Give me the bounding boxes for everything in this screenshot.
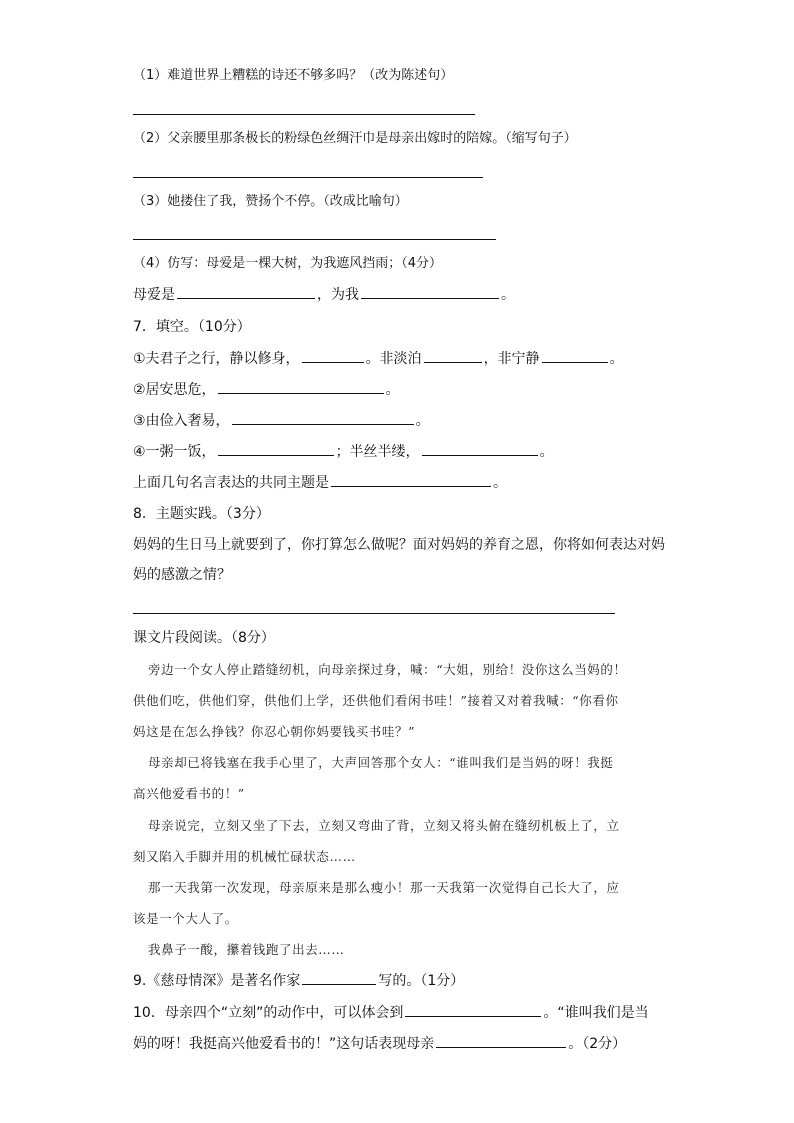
answer-blank[interactable] bbox=[424, 350, 482, 363]
answer-blank[interactable] bbox=[361, 286, 499, 299]
text: ，为我 bbox=[317, 287, 359, 303]
passage-line: 该是一个大人了。 bbox=[133, 911, 238, 926]
text: 。 bbox=[539, 444, 554, 460]
passage-line: 供他们吃，供他们穿，供他们上学，还供他们看闲书哇！”接着又对着我喊：“你看你 bbox=[133, 693, 619, 708]
q6-item-4: （4）仿写：母爱是一棵大树，为我遮风挡雨；（4分） bbox=[133, 256, 443, 271]
text: 10．母亲四个“立刻”的动作中，可以体会到 bbox=[133, 1005, 404, 1021]
text: 写的。（1分） bbox=[378, 973, 465, 989]
answer-blank[interactable] bbox=[331, 474, 491, 487]
text: ①夫君子之行，静以修身， bbox=[133, 351, 300, 367]
q7-line-1 bbox=[133, 350, 624, 368]
passage-line: 刻又陷入手脚并用的机械忙碌状态…… bbox=[133, 849, 356, 864]
passage-line: 母亲说完，立刻又坐了下去，立刻又弯曲了背，立刻又将头俯在缝纫机板上了，立 bbox=[148, 818, 620, 833]
q7-line-4 bbox=[133, 443, 554, 461]
q6-item-1: （1）难道世界上糟糕的诗还不够多吗？（改为陈述句） bbox=[133, 68, 454, 83]
text: 。非淡泊 bbox=[365, 351, 422, 367]
q10-line-1 bbox=[133, 1004, 649, 1022]
text: ，非宁静 bbox=[483, 351, 540, 367]
answer-blank[interactable] bbox=[436, 1035, 566, 1048]
answer-line[interactable] bbox=[133, 177, 483, 178]
q8-title: 8．主题实践。（3分） bbox=[133, 506, 270, 522]
q7-title: 7．填空。（10分） bbox=[133, 319, 251, 335]
answer-blank[interactable] bbox=[177, 286, 315, 299]
text: 妈的呀！我挺高兴他爱看书的！”这句话表现母亲 bbox=[133, 1036, 435, 1052]
passage-line: 那一天我第一次发现，母亲原来是那么瘦小！那一天我第一次觉得自己长大了，应 bbox=[148, 880, 620, 895]
q10-line-2 bbox=[133, 1035, 626, 1053]
reading-title: 课文片段阅读。（8分） bbox=[133, 630, 275, 646]
q8-prompt-line-1: 妈妈的生日马上就要到了，你打算怎么做呢？面对妈妈的养育之恩，你将如何表达对妈 bbox=[133, 537, 665, 553]
text: 。 bbox=[501, 287, 515, 303]
answer-blank[interactable] bbox=[302, 972, 376, 985]
text: 上面几句名言表达的共同主题是 bbox=[133, 475, 329, 491]
passage-line: 高兴他爱看书的！” bbox=[133, 786, 245, 801]
text: ；半丝半缕， bbox=[335, 444, 420, 460]
answer-blank[interactable] bbox=[542, 350, 608, 363]
text: ③由俭入奢易， bbox=[133, 413, 230, 429]
passage-line: 我鼻子一酸，攥着钱跑了出去…… bbox=[148, 942, 345, 957]
answer-blank[interactable] bbox=[422, 443, 538, 456]
q6-item-2: （2）父亲腰里那条极长的粉绿色丝绸汗巾是母亲出嫁时的陪嫁。（缩写句子） bbox=[133, 131, 577, 146]
text: 。 bbox=[493, 475, 507, 491]
q7-line-3 bbox=[133, 412, 430, 430]
answer-blank[interactable] bbox=[218, 381, 384, 394]
q7-theme-line bbox=[133, 474, 507, 492]
passage-line: 旁边一个女人停止踏缝纫机，向母亲探过身，喊：“大姐，别给！没你这么当妈的！ bbox=[148, 662, 627, 677]
answer-blank[interactable] bbox=[302, 350, 364, 363]
text: ④一粥一饭， bbox=[133, 444, 216, 460]
q7-line-2 bbox=[133, 381, 400, 399]
answer-blank[interactable] bbox=[232, 412, 414, 425]
q9-line bbox=[133, 972, 464, 990]
answer-line[interactable] bbox=[133, 613, 615, 614]
q8-prompt-line-2: 妈的感激之情？ bbox=[133, 567, 231, 583]
passage-line: 母亲却已将钱塞在我手心里了，大声回答那个女人：“谁叫我们是当妈的呀！我挺 bbox=[148, 755, 614, 770]
text: ②居安思危， bbox=[133, 382, 216, 398]
text: 9.《慈母情深》是著名作家 bbox=[133, 973, 301, 989]
text: 。 bbox=[609, 351, 624, 367]
text: 。 bbox=[385, 382, 400, 398]
text: 。（2分） bbox=[568, 1036, 627, 1052]
answer-blank[interactable] bbox=[218, 443, 334, 456]
text: 母爱是 bbox=[133, 287, 175, 303]
q6-item-3: （3）她搂住了我，赞扬个不停。（改成比喻句） bbox=[133, 194, 408, 209]
text: 。 bbox=[415, 413, 430, 429]
answer-line[interactable] bbox=[133, 114, 475, 115]
q6-imitation-line bbox=[133, 286, 515, 304]
answer-blank[interactable] bbox=[405, 1004, 541, 1017]
answer-line[interactable] bbox=[133, 239, 496, 240]
passage-line: 妈这是在怎么挣钱？你忍心朝你妈要钱买书哇？” bbox=[133, 724, 416, 739]
text: 。“谁叫我们是当 bbox=[543, 1005, 649, 1021]
